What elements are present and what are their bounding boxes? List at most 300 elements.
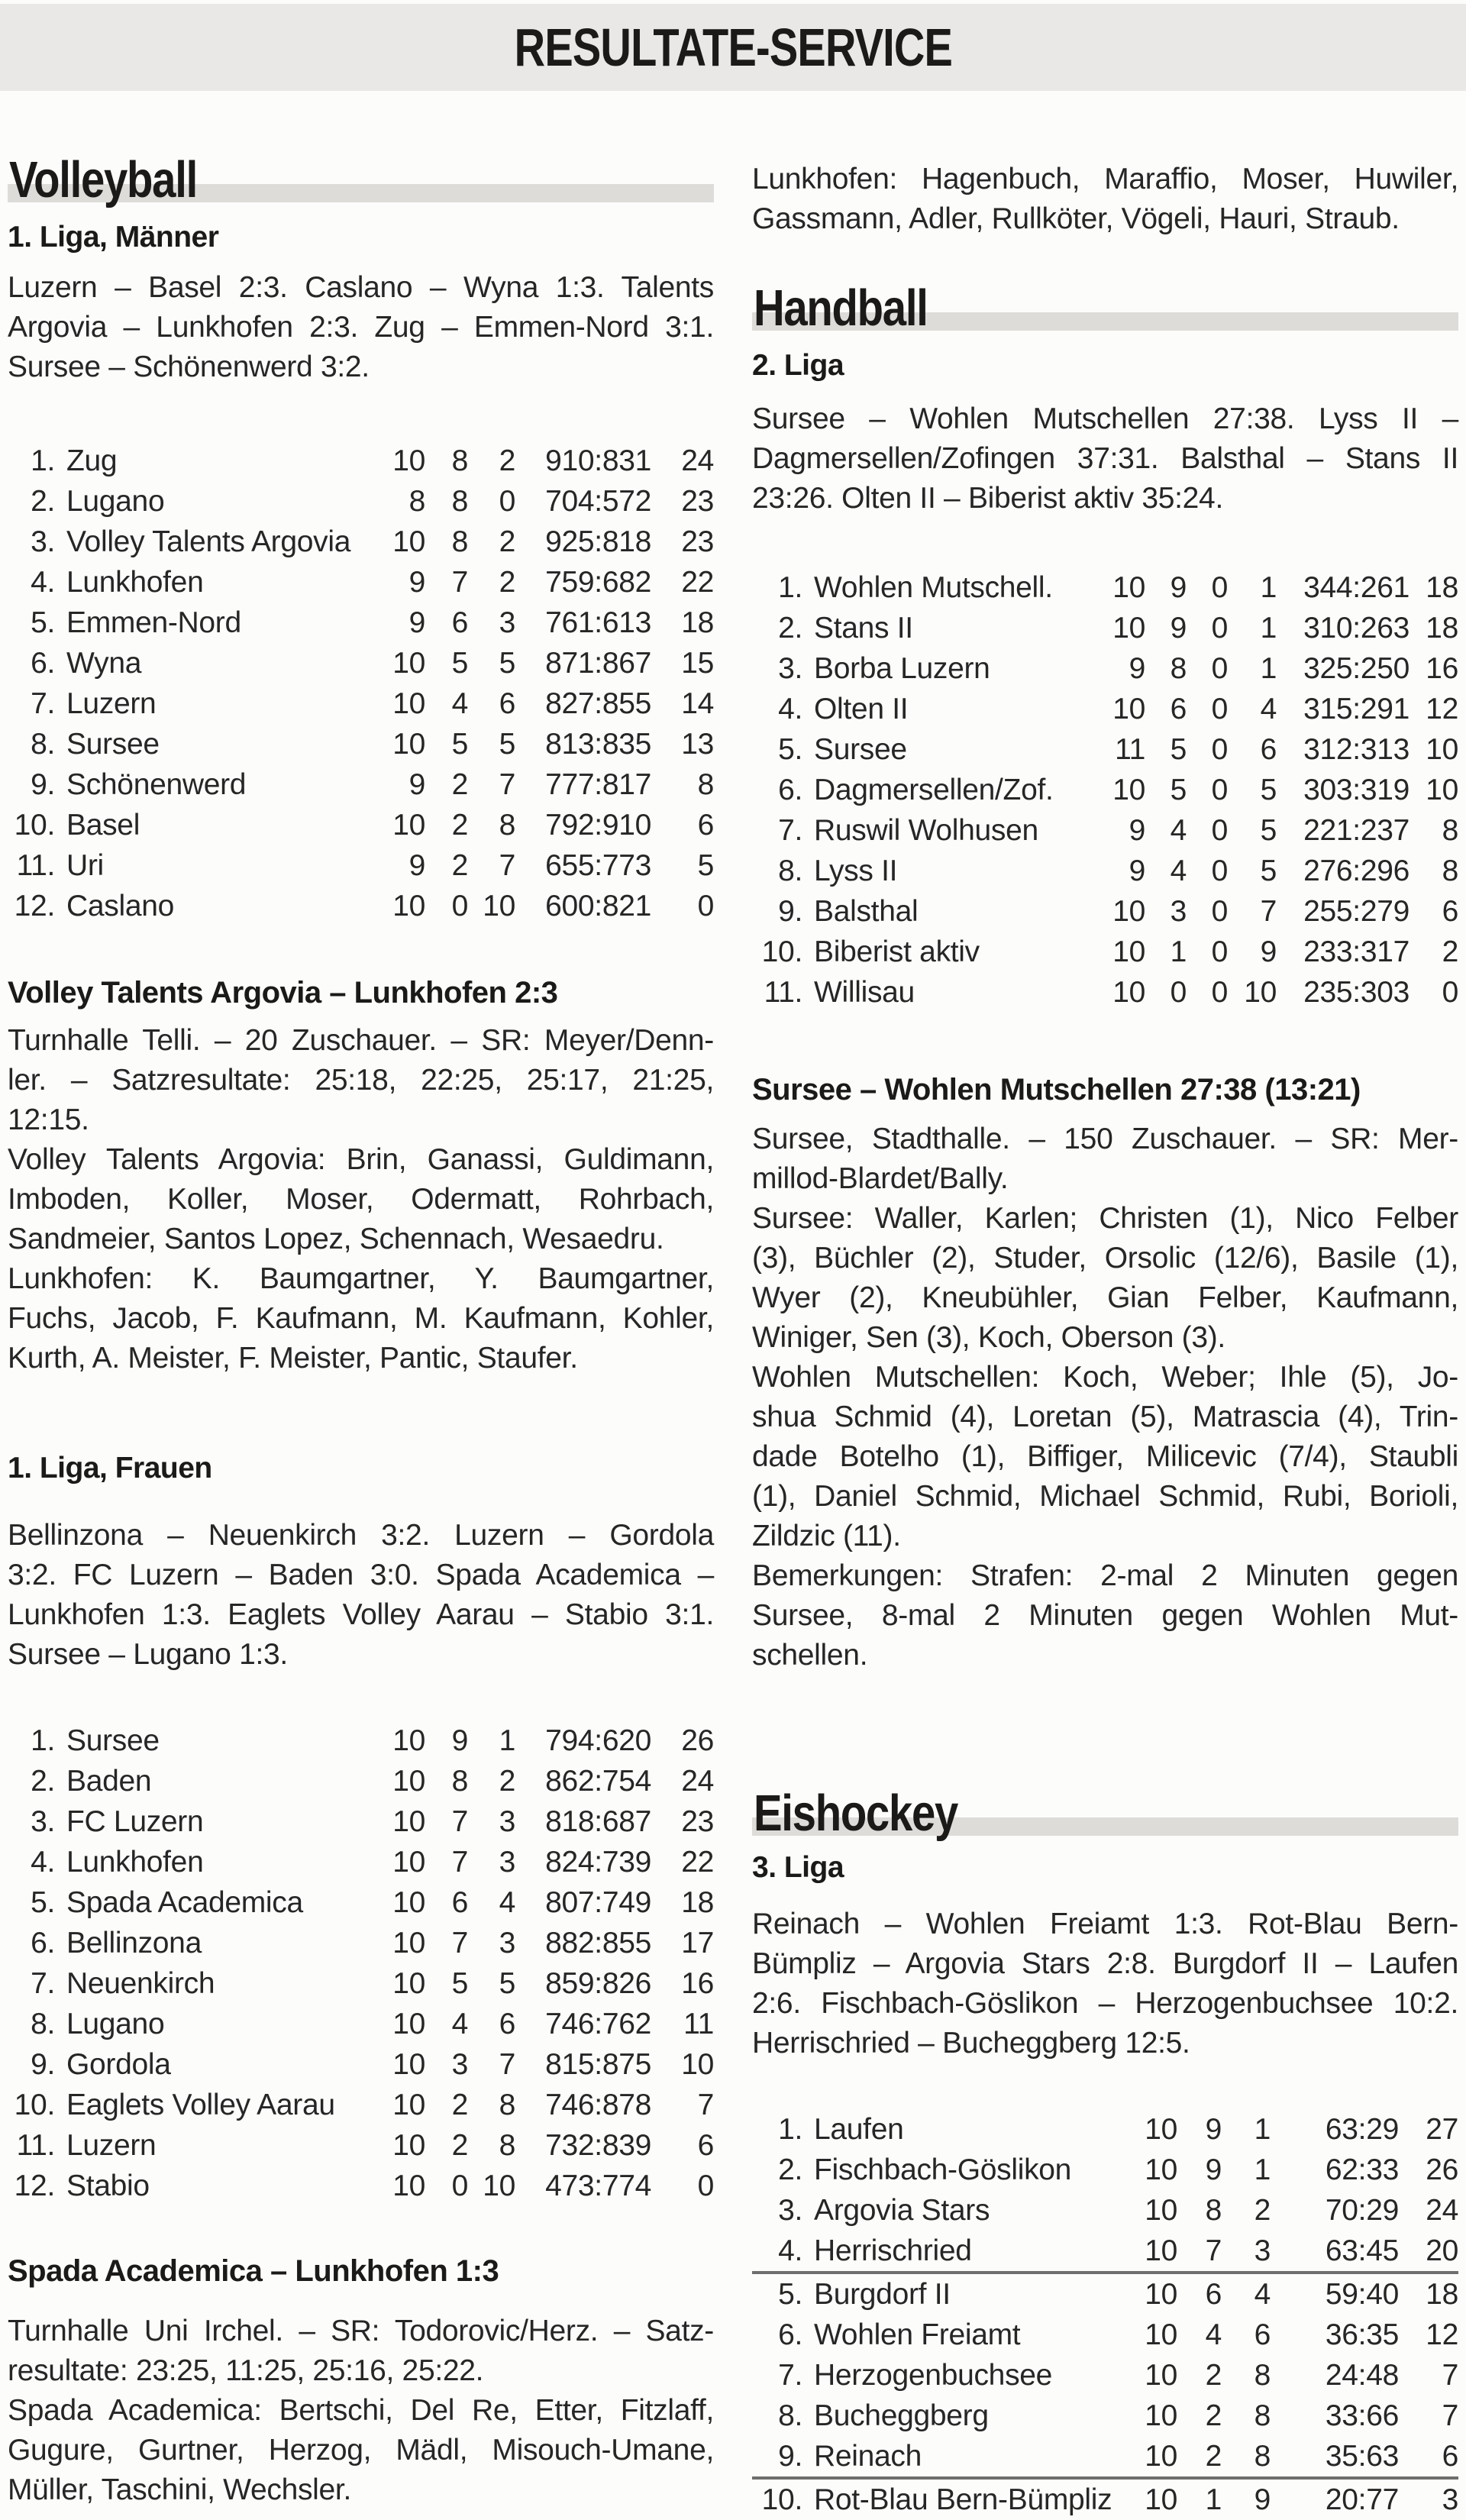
points-cell: 10 <box>1426 774 1458 806</box>
stat-cell: 6 <box>499 2008 515 2040</box>
stat-cell: 2 <box>499 525 515 558</box>
points-cell: 6 <box>697 2129 714 2162</box>
rank-cell: 8. <box>31 2008 55 2040</box>
points-cell: 26 <box>1426 2153 1458 2186</box>
table-row <box>752 2231 1458 2274</box>
score-cell: 746:762 <box>545 2008 651 2040</box>
stat-cell: 4 <box>1170 855 1187 887</box>
team-name-cell: Dagmersellen/Zof. <box>814 774 1054 806</box>
table-row <box>8 1842 714 1882</box>
table-row <box>752 2396 1458 2436</box>
rank-cell: 5. <box>778 733 802 766</box>
text-line: dade Botelho (1), Biffiger, Milicevic (7/4), Staubli <box>752 1440 1458 1473</box>
team-name-cell: Stans II <box>814 612 913 645</box>
team-name-cell: Lunkhofen <box>66 1846 204 1879</box>
table-row <box>752 932 1458 972</box>
stat-cell: 9 <box>1129 855 1145 887</box>
score-cell: 813:835 <box>545 728 651 761</box>
table-row <box>8 764 714 805</box>
points-cell: 18 <box>681 1886 714 1919</box>
stat-cell: 8 <box>1254 2399 1271 2432</box>
stat-cell: 3 <box>499 1846 515 1879</box>
points-cell: 18 <box>1426 571 1458 604</box>
stat-cell: 6 <box>1254 2318 1271 2351</box>
stat-cell: 8 <box>408 485 425 518</box>
team-name-cell: Wohlen Mutschell. <box>814 571 1053 604</box>
table-row <box>8 1761 714 1801</box>
stat-cell: 9 <box>1205 2113 1222 2146</box>
text-line: Zildzic (11). <box>752 1520 901 1552</box>
stat-cell: 10 <box>1244 976 1277 1009</box>
stat-cell: 0 <box>451 890 468 922</box>
rank-cell: 10. <box>14 809 55 842</box>
points-cell: 8 <box>697 768 714 801</box>
stat-cell: 3 <box>1254 2234 1271 2267</box>
table-row <box>752 567 1458 608</box>
table-row <box>8 441 714 481</box>
right-column <box>752 149 1458 2520</box>
score-cell: 818:687 <box>545 1805 651 1838</box>
points-cell: 15 <box>681 647 714 680</box>
stat-cell: 5 <box>451 647 468 680</box>
score-cell: 325:250 <box>1303 652 1409 685</box>
text-line: Dagmersellen/Zofingen 37:31. Balsthal – Stans II <box>752 442 1458 475</box>
table-row <box>8 805 714 845</box>
table-row <box>752 851 1458 891</box>
score-cell: 910:831 <box>545 444 651 477</box>
text-line: Sursee, 8-mal 2 Minuten gegen Wohlen Mut- <box>752 1599 1458 1632</box>
text-line: millod-Blardet/Bally. <box>752 1162 1009 1195</box>
text-line: 3:2. FC Luzern – Baden 3:0. Spada Academica – <box>8 1559 714 1591</box>
stat-cell: 9 <box>1254 2483 1271 2516</box>
rank-cell: 2. <box>31 485 55 518</box>
points-cell: 23 <box>681 485 714 518</box>
results-paragraph-maenner <box>8 268 714 387</box>
match-report-heading-spada: Spada Academica – Lunkhofen 1:3 <box>8 2254 499 2288</box>
stat-cell: 5 <box>1170 733 1187 766</box>
stat-cell: 10 <box>392 1846 425 1879</box>
stat-cell: 5 <box>451 1967 468 2000</box>
stat-cell: 3 <box>451 2048 468 2081</box>
standings-table-handball <box>752 567 1458 1013</box>
stat-cell: 8 <box>451 444 468 477</box>
text-line: Luzern – Basel 2:3. Caslano – Wyna 1:3. Talents <box>8 271 714 304</box>
stat-cell: 10 <box>1112 571 1145 604</box>
stat-cell: 10 <box>1112 612 1145 645</box>
stat-cell: 8 <box>451 525 468 558</box>
points-cell: 10 <box>1426 733 1458 766</box>
team-name-cell: Fischbach-Göslikon <box>814 2153 1072 2186</box>
home-lineup-paragraph <box>752 1199 1458 1358</box>
stat-cell: 6 <box>451 606 468 639</box>
rank-cell: 7. <box>31 1967 55 2000</box>
stat-cell: 10 <box>392 1765 425 1798</box>
team-name-cell: Volley Talents Argovia <box>66 525 351 558</box>
score-cell: 882:855 <box>545 1927 651 1959</box>
stat-cell: 6 <box>1260 733 1277 766</box>
score-cell: 655:773 <box>545 849 651 882</box>
rank-cell: 4. <box>778 2234 802 2267</box>
stat-cell: 2 <box>451 849 468 882</box>
text-line: Gugure, Gurtner, Herzog, Mädl, Misouch-Umane, <box>8 2434 714 2467</box>
table-row <box>752 2315 1458 2355</box>
team-name-cell: Wyna <box>66 647 142 680</box>
rank-cell: 9. <box>31 768 55 801</box>
stat-cell: 9 <box>1260 935 1277 968</box>
score-cell: 315:291 <box>1303 693 1409 725</box>
rank-cell: 7. <box>778 814 802 847</box>
rank-cell: 3. <box>778 652 802 685</box>
points-cell: 0 <box>697 890 714 922</box>
stat-cell: 10 <box>1112 976 1145 1009</box>
text-line: Turnhalle Telli. – 20 Zuschauer. – SR: Meyer/Denn- <box>8 1024 714 1057</box>
stat-cell: 5 <box>1260 855 1277 887</box>
text-line: Lunkhofen: Hagenbuch, Maraffio, Moser, Huwiler, <box>752 163 1458 195</box>
team-name-cell: Spada Academica <box>66 1886 303 1919</box>
rank-cell: 4. <box>778 693 802 725</box>
text-line: Müller, Taschini, Wechsler. <box>8 2473 351 2506</box>
team-name-cell: Gordola <box>66 2048 171 2081</box>
stat-cell: 10 <box>392 1724 425 1757</box>
match-report-heading-handball: Sursee – Wohlen Mutschellen 27:38 (13:21) <box>752 1073 1361 1107</box>
stat-cell: 9 <box>451 1724 468 1757</box>
stat-cell: 6 <box>1205 2278 1222 2311</box>
points-cell: 10 <box>681 2048 714 2081</box>
stat-cell: 2 <box>1205 2440 1222 2473</box>
stat-cell: 7 <box>451 1805 468 1838</box>
text-line: (3), Büchler (2), Studer, Orsolic (12/6), Basile (1), <box>752 1242 1458 1275</box>
score-cell: 925:818 <box>545 525 651 558</box>
team-name-cell: Herrischried <box>814 2234 972 2267</box>
stat-cell: 4 <box>451 687 468 720</box>
stat-cell: 5 <box>1260 774 1277 806</box>
table-row <box>752 2274 1458 2315</box>
score-cell: 827:855 <box>545 687 651 720</box>
text-line: Reinach – Wohlen Freiamt 1:3. Rot-Blau Bern- <box>752 1908 1458 1940</box>
stat-cell: 2 <box>451 2129 468 2162</box>
stat-cell: 9 <box>408 768 425 801</box>
table-row <box>8 562 714 603</box>
rank-cell: 4. <box>31 566 55 599</box>
team-name-cell: Reinach <box>814 2440 922 2473</box>
standings-table-eishockey <box>752 2109 1458 2520</box>
stat-cell: 5 <box>499 647 515 680</box>
stat-cell: 10 <box>392 2129 425 2162</box>
stat-cell: 9 <box>408 566 425 599</box>
team-name-cell: Rot-Blau Bern-Bümpliz <box>814 2483 1112 2516</box>
points-cell: 24 <box>681 1765 714 1798</box>
score-cell: 221:237 <box>1303 814 1409 847</box>
points-cell: 0 <box>697 2169 714 2202</box>
stat-cell: 10 <box>392 1927 425 1959</box>
stat-cell: 7 <box>451 566 468 599</box>
points-cell: 12 <box>1426 2318 1458 2351</box>
stat-cell: 1 <box>1260 571 1277 604</box>
points-cell: 16 <box>681 1967 714 2000</box>
text-line: Volley Talents Argovia: Brin, Ganassi, Guldimann, <box>8 1143 714 1176</box>
team-name-cell: Sursee <box>814 733 907 766</box>
team-name-cell: Bellinzona <box>66 1927 202 1959</box>
table-row <box>752 2480 1458 2520</box>
team-name-cell: Laufen <box>814 2113 904 2146</box>
stat-cell: 9 <box>1205 2153 1222 2186</box>
rank-cell: 9. <box>778 2440 802 2473</box>
stat-cell: 6 <box>451 1886 468 1919</box>
stat-cell: 0 <box>1211 935 1228 968</box>
stat-cell: 1 <box>499 1724 515 1757</box>
score-cell: 24:48 <box>1325 2359 1399 2392</box>
rank-cell: 10. <box>761 2483 802 2516</box>
stat-cell: 0 <box>1211 976 1228 1009</box>
stat-cell: 3 <box>499 606 515 639</box>
score-cell: 761:613 <box>545 606 651 639</box>
rank-cell: 7. <box>31 687 55 720</box>
points-cell: 16 <box>1426 652 1458 685</box>
team-name-cell: Baden <box>66 1765 152 1798</box>
stat-cell: 10 <box>392 2008 425 2040</box>
stat-cell: 10 <box>392 2169 425 2202</box>
text-line: Wyer (2), Kneubühler, Gian Felber, Kaufmann, <box>752 1281 1458 1314</box>
left-column <box>8 149 714 2520</box>
score-cell: 759:682 <box>545 566 651 599</box>
match-info-paragraph <box>8 1021 714 1140</box>
section-title-eishockey: Eishockey <box>754 1785 958 1842</box>
text-line: Argovia – Lunkhofen 2:3. Zug – Emmen-Nord 3:1. <box>8 311 714 344</box>
stat-cell: 9 <box>1129 814 1145 847</box>
stat-cell: 11 <box>1115 733 1145 766</box>
table-row <box>8 683 714 724</box>
table-row <box>752 648 1458 689</box>
score-cell: 70:29 <box>1325 2194 1399 2227</box>
subheading-liga-handball: 2. Liga <box>752 349 844 382</box>
subheading-liga-maenner: 1. Liga, Männer <box>8 221 219 254</box>
team-name-cell: Schönenwerd <box>66 768 247 801</box>
team-name-cell: Lunkhofen <box>66 566 204 599</box>
points-cell: 26 <box>681 1724 714 1757</box>
stat-cell: 10 <box>1112 693 1145 725</box>
table-row <box>752 608 1458 648</box>
table-row <box>752 689 1458 729</box>
stat-cell: 10 <box>1145 2318 1177 2351</box>
team-name-cell: Willisau <box>814 976 915 1009</box>
lunkhofen-lineup-paragraph <box>752 160 1458 239</box>
stat-cell: 0 <box>1170 976 1187 1009</box>
score-cell: 824:739 <box>545 1846 651 1879</box>
table-row <box>8 1963 714 2004</box>
section-title-handball: Handball <box>754 279 928 337</box>
points-cell: 8 <box>1442 814 1458 847</box>
stat-cell: 6 <box>1170 693 1187 725</box>
team-name-cell: Uri <box>66 849 104 882</box>
stat-cell: 5 <box>499 728 515 761</box>
stat-cell: 1 <box>1260 652 1277 685</box>
points-cell: 18 <box>1426 2278 1458 2311</box>
table-row <box>8 643 714 683</box>
rank-cell: 3. <box>31 525 55 558</box>
table-row <box>8 2125 714 2166</box>
table-row <box>752 2190 1458 2231</box>
points-cell: 22 <box>681 1846 714 1879</box>
stat-cell: 10 <box>392 728 425 761</box>
stat-cell: 2 <box>499 1765 515 1798</box>
page-title: RESULTATE-SERVICE <box>514 18 952 77</box>
table-row <box>8 2004 714 2044</box>
rank-cell: 2. <box>31 1765 55 1798</box>
results-paragraph-eishockey <box>752 1905 1458 2063</box>
content-columns <box>0 149 1466 2520</box>
text-line: 2:6. Fischbach-Göslikon – Herzogenbuchsee 10:2. <box>752 1987 1458 2020</box>
points-cell: 23 <box>681 525 714 558</box>
subheading-liga-eishockey: 3. Liga <box>752 1851 844 1884</box>
stat-cell: 2 <box>1205 2399 1222 2432</box>
text-line: 12:15. <box>8 1103 89 1136</box>
team-name-cell: Eaglets Volley Aarau <box>66 2089 335 2121</box>
stat-cell: 10 <box>392 1886 425 1919</box>
text-line: Bellinzona – Neuenkirch 3:2. Luzern – Gordola <box>8 1519 714 1552</box>
stat-cell: 10 <box>392 525 425 558</box>
team-name-cell: Caslano <box>66 890 174 922</box>
score-cell: 312:313 <box>1303 733 1409 766</box>
stat-cell: 10 <box>1145 2194 1177 2227</box>
points-cell: 6 <box>697 809 714 842</box>
text-line: Wohlen Mutschellen: Koch, Weber; Ihle (5), Jo- <box>752 1361 1458 1394</box>
text-line: Kurth, A. Meister, F. Meister, Pantic, Staufer. <box>8 1342 578 1375</box>
points-cell: 12 <box>1426 693 1458 725</box>
points-cell: 18 <box>1426 612 1458 645</box>
stat-cell: 9 <box>1129 652 1145 685</box>
text-line: resultate: 23:25, 11:25, 25:16, 25:22. <box>8 2354 484 2387</box>
rank-cell: 1. <box>31 1724 55 1757</box>
score-cell: 35:63 <box>1325 2440 1399 2473</box>
stat-cell: 7 <box>451 1927 468 1959</box>
stat-cell: 10 <box>1145 2359 1177 2392</box>
results-paragraph-frauen <box>8 1516 714 1675</box>
stat-cell: 10 <box>1112 935 1145 968</box>
rank-cell: 10. <box>14 2089 55 2121</box>
stat-cell: 8 <box>499 2089 515 2121</box>
text-line: Sursee – Wohlen Mutschellen 27:38. Lyss II – <box>752 402 1458 435</box>
team-name-cell: Herzogenbuchsee <box>814 2359 1053 2392</box>
score-cell: 235:303 <box>1303 976 1409 1009</box>
stat-cell: 0 <box>1211 733 1228 766</box>
stat-cell: 2 <box>1254 2194 1271 2227</box>
stat-cell: 8 <box>1254 2359 1271 2392</box>
stat-cell: 10 <box>392 647 425 680</box>
stat-cell: 0 <box>1211 612 1228 645</box>
stat-cell: 9 <box>408 849 425 882</box>
stat-cell: 7 <box>451 1846 468 1879</box>
rank-cell: 6. <box>778 2318 802 2351</box>
stat-cell: 10 <box>392 890 425 922</box>
score-cell: 704:572 <box>545 485 651 518</box>
stat-cell: 0 <box>499 485 515 518</box>
rank-cell: 9. <box>31 2048 55 2081</box>
team-name-cell: Neuenkirch <box>66 1967 215 2000</box>
text-line: Sursee – Lugano 1:3. <box>8 1638 288 1671</box>
stat-cell: 8 <box>1254 2440 1271 2473</box>
score-cell: 36:35 <box>1325 2318 1399 2351</box>
text-line: Lunkhofen: K. Baumgartner, Y. Baumgartner, <box>8 1262 714 1295</box>
text-line: Sandmeier, Santos Lopez, Schennach, Wesaedru. <box>8 1223 664 1255</box>
rank-cell: 8. <box>778 2399 802 2432</box>
match-report-heading-argovia: Volley Talents Argovia – Lunkhofen 2:3 <box>8 976 558 1010</box>
section-title-volleyball: Volleyball <box>9 151 197 208</box>
table-row <box>8 2085 714 2125</box>
table-row <box>752 972 1458 1013</box>
rank-cell: 4. <box>31 1846 55 1879</box>
text-line: (1), Daniel Schmid, Michael Schmid, Rubi, Borioli, <box>752 1480 1458 1513</box>
table-row <box>8 2166 714 2206</box>
text-line: schellen. <box>752 1639 868 1672</box>
rank-cell: 2. <box>778 2153 802 2186</box>
stat-cell: 10 <box>483 2169 515 2202</box>
points-cell: 18 <box>681 606 714 639</box>
stat-cell: 5 <box>451 728 468 761</box>
away-lineup-paragraph <box>752 1358 1458 1556</box>
rank-cell: 5. <box>31 606 55 639</box>
stat-cell: 8 <box>451 485 468 518</box>
stat-cell: 7 <box>1205 2234 1222 2267</box>
rank-cell: 5. <box>778 2278 802 2311</box>
section-heading-eishockey <box>752 1782 1458 1842</box>
points-cell: 6 <box>1442 895 1458 928</box>
table-row <box>8 724 714 764</box>
table-row <box>752 729 1458 770</box>
rank-cell: 8. <box>778 855 802 887</box>
table-row <box>752 2109 1458 2150</box>
stat-cell: 10 <box>1145 2278 1177 2311</box>
score-cell: 815:875 <box>545 2048 651 2081</box>
stat-cell: 9 <box>1170 571 1187 604</box>
score-cell: 862:754 <box>545 1765 651 1798</box>
rank-cell: 8. <box>31 728 55 761</box>
rank-cell: 11. <box>16 2129 55 2162</box>
rank-cell: 2. <box>778 612 802 645</box>
team-name-cell: Sursee <box>66 728 160 761</box>
score-cell: 859:826 <box>545 1967 651 2000</box>
stat-cell: 0 <box>1211 652 1228 685</box>
rank-cell: 11. <box>764 976 802 1009</box>
table-row <box>8 481 714 522</box>
table-row <box>8 603 714 643</box>
points-cell: 13 <box>681 728 714 761</box>
stat-cell: 1 <box>1254 2113 1271 2146</box>
stat-cell: 0 <box>1211 814 1228 847</box>
table-row <box>8 1923 714 1963</box>
stat-cell: 10 <box>392 444 425 477</box>
points-cell: 20 <box>1426 2234 1458 2267</box>
text-line: ler. – Satzresultate: 25:18, 22:25, 25:17, 21:25, <box>8 1064 714 1097</box>
stat-cell: 4 <box>499 1886 515 1919</box>
points-cell: 0 <box>1442 976 1458 1009</box>
stat-cell: 4 <box>1254 2278 1271 2311</box>
team-name-cell: Argovia Stars <box>814 2194 990 2227</box>
stat-cell: 0 <box>1211 774 1228 806</box>
stat-cell: 1 <box>1260 612 1277 645</box>
score-cell: 303:319 <box>1303 774 1409 806</box>
table-row <box>752 770 1458 810</box>
stat-cell: 0 <box>1211 571 1228 604</box>
score-cell: 20:77 <box>1325 2483 1399 2516</box>
stat-cell: 5 <box>1170 774 1187 806</box>
score-cell: 344:261 <box>1303 571 1409 604</box>
stat-cell: 10 <box>392 1967 425 2000</box>
stat-cell: 8 <box>499 2129 515 2162</box>
team-name-cell: Stabio <box>66 2169 150 2202</box>
score-cell: 807:749 <box>545 1886 651 1919</box>
table-row <box>8 1720 714 1761</box>
points-cell: 22 <box>681 566 714 599</box>
